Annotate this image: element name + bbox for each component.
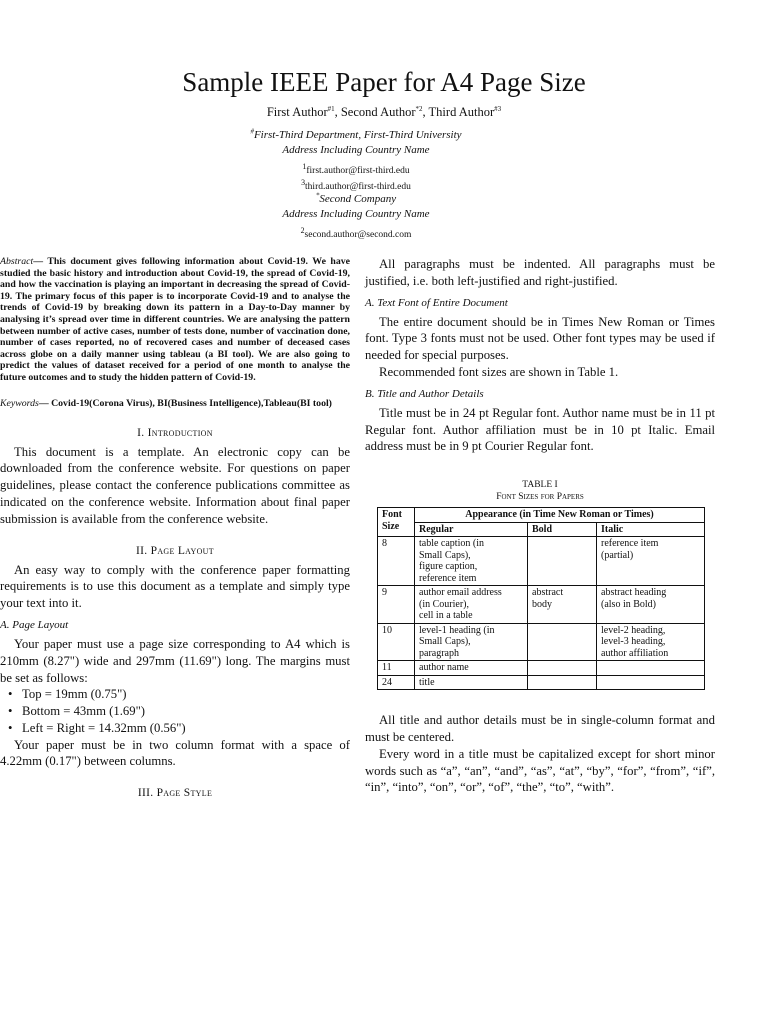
email-3-mark: 3: [301, 178, 306, 187]
author-1: First Author: [266, 105, 328, 119]
layout-paragraph: An easy way to comply with the conference paper formatting requirements is to use this document as a template and simply type your text into it.: [0, 562, 350, 611]
email-2-mark: 2: [300, 226, 305, 235]
table-cell-bold: [528, 586, 597, 624]
table-row: [378, 675, 705, 690]
table-cell-line: (also in Bold): [601, 598, 656, 610]
table-cell-line: reference item: [419, 572, 477, 584]
email-3-text: third.author@first-third.edu: [305, 182, 411, 193]
table-cell-size: 9: [378, 586, 415, 624]
table-cell-line: paragraph: [419, 647, 459, 659]
abstract-dash: —: [33, 256, 48, 267]
table-cell-line: Small Caps),: [419, 636, 471, 648]
table-cell-line: body: [532, 598, 552, 610]
title-author-paragraph-3: Every word in a title must be capitalized except for short minor words such as “a”, “an”, “and”, “as”, “at”, “by”, “for”, “from”, “if”, “in”, “into”, “on”, “or”, “of”, “the”, “to”, “with”.: [365, 746, 715, 795]
table-header-row: [378, 522, 705, 537]
author-line: [0, 104, 768, 120]
table-cell-size: 8: [378, 537, 415, 586]
bullet-icon: •: [8, 687, 13, 702]
text-font-paragraph: The entire document should be in Times New Roman or Times font. Type 3 fonts must not be used. Other font types may be used if needed for special purposes.: [365, 314, 715, 363]
subheading-text-font: A. Text Font of Entire Document: [365, 296, 508, 309]
bullet-icon: •: [8, 720, 13, 735]
subheading-title-author: B. Title and Author Details: [365, 387, 484, 400]
section-heading-introduction: I. Introduction: [137, 426, 213, 439]
table-row: [378, 537, 705, 586]
title-author-paragraph: Title must be in 24 pt Regular font. Author name must be in 11 pt Regular font. Author affiliation must be in 10 pt Italic. Email address must be in 9 pt Courier Regular font.: [365, 405, 715, 454]
affiliation-2-address: Address Including Country Name: [282, 208, 430, 220]
author-2-mark: *2: [415, 104, 423, 113]
text-font-paragraph-2: Recommended font sizes are shown in Table 1.: [379, 364, 619, 379]
dept-text: First-Third Department, First-Third University: [253, 129, 462, 141]
email-1-text: first.author@first-third.edu: [306, 166, 410, 177]
abstract-label: Abstract: [0, 256, 34, 267]
table-cell-italic: [597, 661, 705, 676]
table-cell-line: level-2 heading,: [601, 624, 666, 636]
section-heading-page-style: III. Page Style: [137, 787, 213, 800]
layout-paragraph-2: Your paper must use a page size corresponding to A4 which is 210mm (8.27") wide and 297mm (11.69") long. The margins must be set as follows:: [0, 636, 350, 685]
keywords-text: Covid-19(Corona Virus), BI(Business Intelligence),Tableau(BI tool): [51, 397, 332, 409]
company-mark: *: [315, 191, 320, 200]
table-cell-italic: [597, 623, 705, 661]
keywords-label: Keywords: [0, 397, 39, 409]
table-cell-line: reference item: [601, 538, 659, 550]
table-row: [378, 661, 705, 676]
table-cell-bold: [528, 675, 597, 690]
table-header-regular: Regular: [415, 522, 528, 537]
table-cell-line: figure caption,: [419, 561, 478, 573]
table-body: [378, 537, 705, 690]
table-cell-regular: [415, 586, 528, 624]
title-author-paragraph-2: All title and author details must be in single-column format and must be centered.: [365, 713, 715, 744]
right-column: [365, 256, 715, 796]
table-cell-bold: [528, 661, 597, 676]
font-size-table: [377, 507, 705, 690]
table-cell-regular: [415, 661, 528, 676]
email-1-mark: 1: [302, 162, 307, 171]
table-cell-line: author affiliation: [601, 647, 669, 659]
bullet-icon: •: [8, 704, 13, 719]
margin-list: [0, 686, 350, 736]
table-cell-line: abstract heading: [601, 587, 667, 599]
table-cell-line: level-1 heading (in: [419, 624, 495, 636]
table-header-bold: Bold: [528, 522, 597, 537]
table-cell-regular: [415, 623, 528, 661]
author-separator: ,: [334, 105, 341, 119]
table-row: [378, 586, 705, 624]
table-header-italic: Italic: [597, 522, 705, 537]
table-cell-line: title: [419, 676, 435, 688]
paper-title: Sample IEEE Paper for A4 Page Size: [182, 67, 586, 97]
email-2-text: second.author@second.com: [304, 230, 412, 241]
table-cell-line: (partial): [601, 549, 634, 561]
table-cell-line: table caption (in: [419, 538, 484, 550]
keywords-dash: —: [38, 397, 52, 409]
table-header-row: [378, 508, 705, 523]
subheading-page-layout: A. Page Layout: [0, 618, 69, 631]
table-cell-size: 24: [378, 675, 415, 690]
abstract: [0, 256, 350, 384]
affiliation-1-address: Address Including Country Name: [282, 144, 430, 156]
table-cell-line: author name: [419, 662, 469, 674]
table-cell-line: Small Caps),: [419, 549, 471, 561]
list-item-text: Left = Right = 14.32mm (0.56"): [22, 720, 186, 735]
table-cell-size: 10: [378, 623, 415, 661]
table-cell-size: 11: [378, 661, 415, 676]
table-cell-line: cell in a table: [419, 610, 473, 622]
table-cell-regular: [415, 675, 528, 690]
list-item-text: Top = 19mm (0.75"): [22, 687, 127, 702]
table-title: Font Sizes for Papers: [496, 492, 584, 503]
list-item: [8, 703, 350, 720]
affiliation-2-company: [0, 192, 712, 207]
list-item: [8, 686, 350, 703]
table-cell-line: (in Courier),: [419, 598, 469, 610]
author-3-mark: #3: [494, 104, 502, 113]
section-heading-page-layout: II. Page Layout: [136, 544, 214, 557]
keywords: [0, 398, 350, 410]
affiliation-1-dept: [0, 128, 712, 143]
table-cell-regular: [415, 537, 528, 586]
author-3: Third Author: [428, 105, 495, 119]
table-cell-line: level-3 heading,: [601, 636, 666, 648]
email-2: [0, 224, 712, 242]
table-cell-italic: [597, 537, 705, 586]
table-cell-italic: [597, 586, 705, 624]
table-cell-line: author email address: [419, 587, 502, 599]
table-cell-bold: [528, 623, 597, 661]
table-header-font-size: Font Size: [378, 508, 415, 537]
author-2: Second Author: [340, 105, 416, 119]
author-1-mark: #1: [327, 104, 335, 113]
table-cell-bold: [528, 537, 597, 586]
style-paragraph: All paragraphs must be indented. All paragraphs must be justified, i.e. both left-justified and right-justified.: [365, 257, 715, 288]
table-row: [378, 623, 705, 661]
abstract-text: This document gives following information about Covid-19. We have studied the basic history and introduction about Covid-19, the spread of Covid-19, and how the vaccination is playing an important in decreasing the spread of Covid-19. The primary focus of this paper is to incorporate Covid-19 and to analyse the trends of Covid-19 by breaking down its pattern in a Day-to-Day manner by analysing it’s spread over time in different countries. We are analysing the pattern between number of active cases, number of tests done, number of vaccination done, number of cases reported, no of recovered cases and number of deceased cases across globe on a daily manner using tableau (a BI tool). We are also going to predict the values of dataset received for a period of one month to analyse the future outcomes and to study the hidden pattern of Covid-19.: [0, 256, 350, 383]
layout-paragraph-3: Your paper must be in two column format with a space of 4.22mm (0.17") between columns.: [0, 737, 350, 769]
left-column: [0, 256, 350, 804]
dept-mark: #: [250, 127, 254, 136]
author-separator: ,: [422, 105, 429, 119]
table-header-appearance: Appearance (in Time New Roman or Times): [415, 508, 705, 523]
list-item-text: Bottom = 43mm (1.69"): [22, 704, 145, 719]
company-text: Second Company: [319, 193, 397, 205]
list-item: [8, 720, 350, 737]
table-cell-line: abstract: [532, 587, 564, 599]
table-label: TABLE I: [522, 480, 558, 491]
intro-paragraph: This document is a template. An electronic copy can be downloaded from the conference website. For questions on paper guidelines, please contact the conference publications committee as indicated on the conference website. Information about final paper submission is available from the conference website.: [0, 444, 350, 526]
table-cell-italic: [597, 675, 705, 690]
